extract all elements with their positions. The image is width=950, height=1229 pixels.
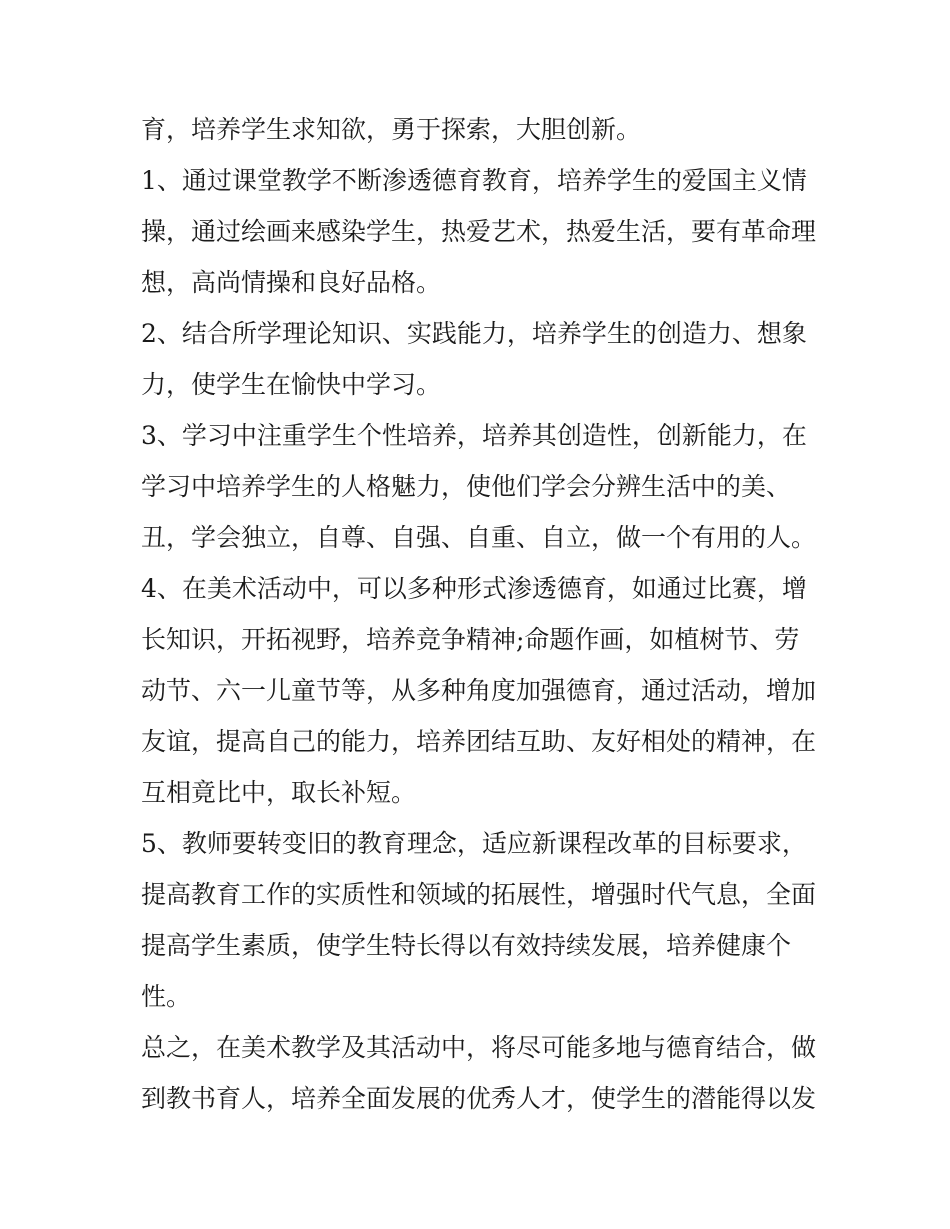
- text-line: 总之，在美术教学及其活动中，将尽可能多地与德育结合，做: [141, 1033, 817, 1062]
- text-line: 友谊，提高自己的能力，培养团结互助、友好相处的精神，在: [141, 727, 817, 756]
- text-line: 提高学生素质，使学生特长得以有效持续发展，培养健康个: [141, 931, 792, 960]
- text-line: 力，使学生在愉快中学习。: [141, 370, 442, 399]
- text-line: 到教书育人，培养全面发展的优秀人才，使学生的潜能得以发: [141, 1084, 817, 1113]
- text-line: 学习中培养学生的人格魅力，使他们学会分辨生活中的美、: [141, 472, 792, 501]
- text-line: 3、学习中注重学生个性培养，培养其创造性，创新能力，在: [141, 421, 807, 450]
- text-line: 4、在美术活动中，可以多种形式渗透德育，如通过比赛，增: [141, 574, 807, 603]
- text-line: 操，通过绘画来感染学生，热爱艺术，热爱生活，要有革命理: [141, 217, 817, 246]
- text-line: 提高教育工作的实质性和领域的拓展性，增强时代气息，全面: [141, 880, 817, 909]
- text-line: 丑，学会独立，自尊、自强、自重、自立，做一个有用的人。: [141, 523, 817, 552]
- text-line: 动节、六一儿童节等，从多种角度加强德育，通过活动，增加: [141, 676, 817, 705]
- document-body: [141, 104, 817, 1124]
- text-line: 5、教师要转变旧的教育理念，适应新课程改革的目标要求，: [141, 829, 807, 858]
- text-line: 想，高尚情操和良好品格。: [141, 268, 442, 297]
- text-line: 1、通过课堂教学不断渗透德育教育，培养学生的爱国主义情: [141, 166, 807, 195]
- text-line: 育，培养学生求知欲，勇于探索，大胆创新。: [141, 115, 642, 144]
- text-line: 长知识，开拓视野，培养竞争精神;命题作画，如植树节、劳: [141, 625, 800, 654]
- text-line: 2、结合所学理论知识、实践能力，培养学生的创造力、想象: [141, 319, 807, 348]
- text-line: 性。: [141, 982, 192, 1011]
- text-line: 互相竟比中，取长补短。: [141, 778, 417, 807]
